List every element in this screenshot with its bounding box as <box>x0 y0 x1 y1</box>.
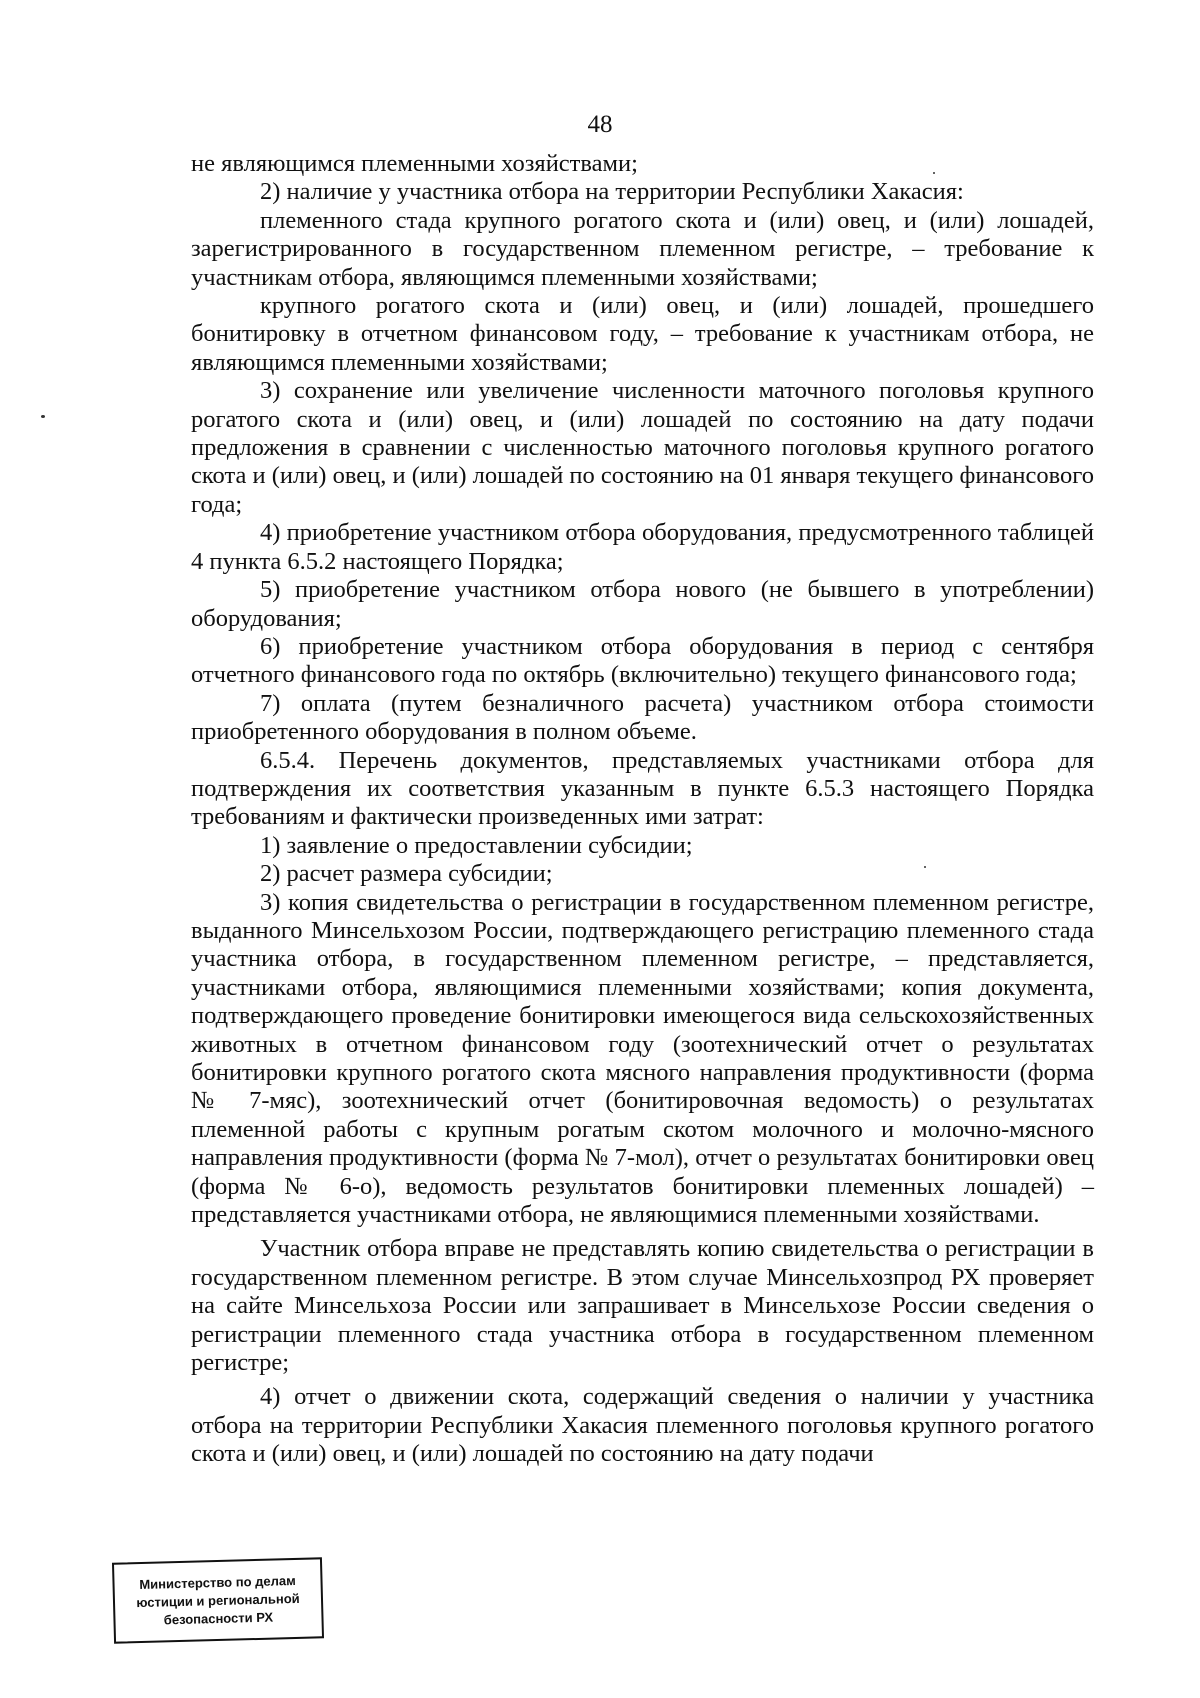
ministry-stamp <box>112 1557 324 1643</box>
paragraph-item-3: 3) сохранение или увеличение численности маточного поголовья крупного рогатого скота и (или) овец, и (или) лошадей по состоянию на дату подачи предложения в сравнении с численностью маточного поголовья крупного рогатого скота и (или) овец, и (или) лошадей по состоянию на 01 января текущего финансового года; <box>191 377 1094 518</box>
document-body <box>191 150 1094 1469</box>
scan-speck <box>933 172 935 174</box>
stamp-line-3: безопасности РХ <box>163 1609 274 1627</box>
paragraph-doc-2: 2) расчет размера субсидии; <box>260 860 553 888</box>
paragraph-item-6: 6) приобретение участником отбора оборудования в период с сентября отчетного финансового года по октябрь (включительно) текущего финансового года; <box>191 632 1094 689</box>
paragraph-doc-4: 4) отчет о движении скота, содержащий сведения о наличии у участника отбора на территории Республики Хакасия племенного поголовья крупного рогатого скота и (или) овец, и (или) лошадей по состоянию на дату подачи <box>191 1383 1094 1468</box>
paragraph-continuation: не являющимся племенными хозяйствами; <box>191 150 638 177</box>
scan-speck <box>41 415 45 418</box>
paragraph-item-7: 7) оплата (путем безналичного расчета) участником отбора стоимости приобретенного оборудования в полном объеме. <box>191 689 1094 746</box>
paragraph-item-2: 2) наличие у участника отбора на территории Республики Хакасия: <box>260 178 964 206</box>
page-number: 48 <box>587 111 613 138</box>
paragraph-livestock-appraisal: крупного рогатого скота и (или) овец, и (или) лошадей, прошедшего бонитировку в отчетном финансовом году, – требование к участникам отбора, не являющимся племенными хозяйствами; <box>191 292 1094 376</box>
paragraph-doc-1: 1) заявление о предоставлении субсидии; <box>260 831 693 859</box>
paragraph-participant-right: Участник отбора вправе не представлять копию свидетельства о регистрации в государственном племенном регистре. В этом случае Минсельхозпрод РХ проверяет на сайте Минсельхоза России или запрашивает в Минсельхозе России сведения о регистрации племенного стада участника отбора в государственном племенном регистре; <box>191 1235 1094 1377</box>
stamp-line-2: юстиции и региональной <box>136 1590 300 1610</box>
paragraph-section-6-5-4: 6.5.4. Перечень документов, представляемых участниками отбора для подтверждения их соответствия указанным в пункте 6.5.3 настоящего Порядка требованиям и фактически произведенных ими затрат: <box>191 746 1094 831</box>
paragraph-item-5: 5) приобретение участником отбора нового (не бывшего в употреблении) оборудования; <box>191 576 1094 632</box>
paragraph-breeding-herd: племенного стада крупного рогатого скота и (или) овец, и (или) лошадей, зарегистрированного в государственном племенном регистре, – требование к участникам отбора, являющимся племенными хозяйствами; <box>191 206 1094 291</box>
paragraph-doc-3: 3) копия свидетельства о регистрации в государственном племенном регистре, выданного Минсельхозом России, подтверждающего регистрацию племенного стада участника отбора, в государственном племенном регистре, – представляется, участниками отбора, являющимися племенными хозяйствами; копия документа, подтверждающего проведение бонитировки имеющегося вида сельскохозяйственных животных в отчетном финансовом году (зоотехнический отчет о результатах бонитировки крупного рогатого скота мясного направления продуктивности (форма № 7-мяс), зоотехнический отчет (бонитировочная ведомость) о результатах племенной работы с крупным рогатым скотом молочного и молочно-мясного направления продуктивности (форма № 7-мол), отчет о результатах бонитировки овец (форма № 6-о), ведомость результатов бонитировки племенных лошадей) – представляется участниками отбора, не являющимися племенными хозяйствами. <box>191 888 1094 1229</box>
paragraph-item-4: 4) приобретение участником отбора оборудования, предусмотренного таблицей 4 пункта 6.5.2 настоящего Порядка; <box>191 519 1094 575</box>
scan-speck <box>924 866 926 868</box>
stamp-line-1: Министерство по делам <box>139 1572 296 1592</box>
